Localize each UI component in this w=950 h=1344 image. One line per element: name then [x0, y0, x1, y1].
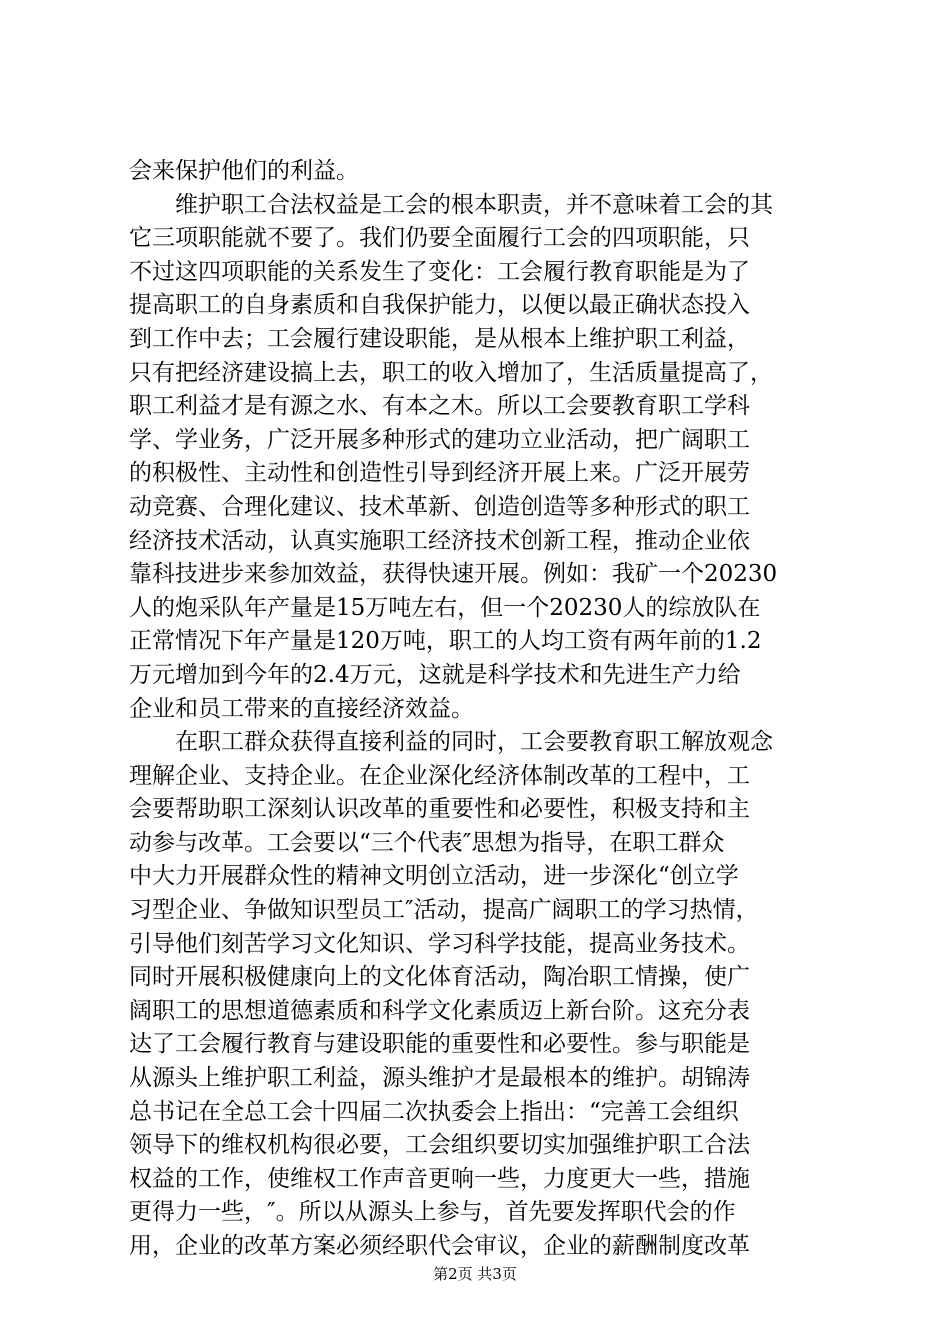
text-line: 动竞赛、合理化建议、技术革新、创造创造等多种形式的职工: [129, 493, 750, 520]
text-line: 会要帮助职工深刻认识改革的重要性和必要性，积极支持和主: [129, 796, 750, 823]
text-line: 职工利益才是有源之水、有本之木。所以工会要教育职工学科: [129, 393, 750, 420]
text-line: 会来保护他们的利益。: [129, 158, 359, 184]
text-line: 领导下的维权机构很必要，工会组织要切实加强维护职工合法: [129, 1132, 750, 1159]
page-number-footer: 第2页 共3页: [433, 1265, 517, 1283]
text-line: 引导他们刻苦学习文化知识、学习科学技能，提高业务技术。: [129, 930, 750, 957]
text-line: 用，企业的改革方案必须经职代会审议，企业的薪酬制度改革: [129, 1233, 750, 1259]
text-line: 中大力开展群众性的精神文明创立活动，进一步深化“创立学: [129, 863, 739, 890]
text-line: 学、学业务，广泛开展多种形式的建功立业活动，把广阔职工: [129, 426, 750, 453]
text-line: 不过这四项职能的关系发生了变化：工会履行教育职能是为了: [129, 258, 750, 285]
text-line: 同时开展积极健康向上的文化体育活动，陶冶职工情操，使广: [129, 964, 750, 991]
text-line: 提高职工的自身素质和自我保护能力，以便以最正确状态投入: [129, 292, 750, 319]
text-line: 到工作中去；工会履行建设职能，是从根本上维护职工利益，: [129, 325, 750, 352]
text-line: 总书记在全总工会十四届二次执委会上指出：“完善工会组织: [129, 1098, 739, 1125]
text-line: 企业和员工带来的直接经济效益。: [129, 695, 474, 722]
text-line: 从源头上维护职工利益，源头维护才是最根本的维护。胡锦涛: [129, 1065, 750, 1092]
text-line: 权益的工作，使维权工作声音更响一些，力度更大一些，措施: [129, 1165, 750, 1192]
text-line: 经济技术活动，认真实施职工经济技术创新工程，推动企业依: [129, 527, 750, 554]
text-line: 万元增加到今年的2.4万元，这就是科学技术和先进生产力给: [129, 661, 741, 688]
text-line: 人的炮采队年产量是15万吨左右，但一个20230人的综放队在: [129, 594, 761, 621]
text-line: 正常情况下年产量是120万吨，职工的人均工资有两年前的1.2: [129, 628, 762, 655]
text-line: 只有把经济建设搞上去，职工的收入增加了，生活质量提高了，: [129, 359, 773, 386]
document-body: [129, 155, 829, 1264]
text-line: 在职工群众获得直接利益的同时，工会要教育职工解放观念: [129, 729, 773, 756]
text-line: 的积极性、主动性和创造性引导到经济开展上来。广泛开展劳: [129, 460, 750, 487]
text-line: 达了工会履行教育与建设职能的重要性和必要性。参与职能是: [129, 1031, 750, 1058]
text-line: 更得力一些，″。所以从源头上参与，首先要发挥职代会的作: [129, 1199, 736, 1226]
text-line: 动参与改革。工会要以“三个代表″思想为指导，在职工群众: [129, 829, 725, 856]
text-line: 维护职工合法权益是工会的根本职责，并不意味着工会的其: [129, 191, 773, 218]
text-line: 靠科技进步来参加效益，获得快速开展。例如：我矿一个20230: [129, 561, 778, 588]
text-line: 理解企业、支持企业。在企业深化经济体制改革的工程中，工: [129, 762, 750, 789]
text-line: 它三项职能就不要了。我们仍要全面履行工会的四项职能，只: [129, 225, 750, 252]
text-line: 阔职工的思想道德素质和科学文化素质迈上新台阶。这充分表: [129, 997, 750, 1024]
text-line: 习型企业、争做知识型员工″活动，提高广阔职工的学习热情，: [129, 897, 759, 924]
